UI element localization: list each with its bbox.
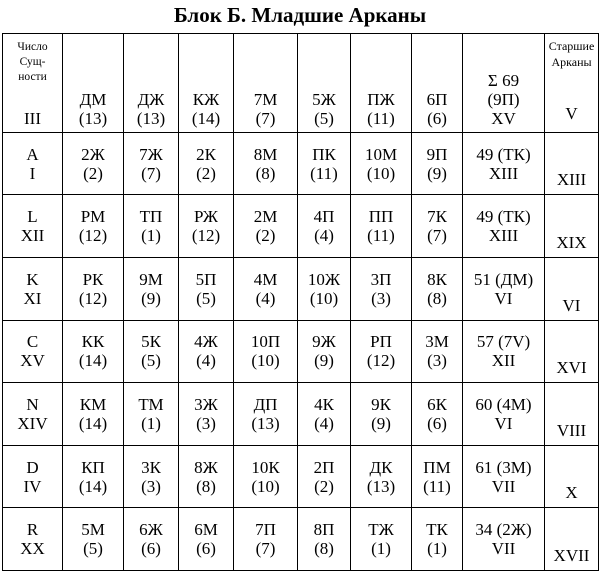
table-cell: 4К (4) <box>298 383 351 446</box>
major-arcana-cell: XVII <box>545 508 599 571</box>
table-cell: КК (14) <box>63 320 124 383</box>
table-cell: 8Ж (8) <box>179 445 234 508</box>
sum-cell: 60 (4М) VI <box>463 383 545 446</box>
major-roman: V <box>565 104 578 123</box>
major-arcana-cell: XIX <box>545 195 599 258</box>
sum-cell: 34 (2Ж) VII <box>463 508 545 571</box>
major-label-1: Старшие <box>548 39 595 53</box>
table-cell: КП (14) <box>63 445 124 508</box>
table-cell: 2П (2) <box>298 445 351 508</box>
table-cell: 7П (7) <box>234 508 298 571</box>
table-cell: 2К (2) <box>179 132 234 195</box>
header-cell: ПЖ (11) <box>351 34 412 133</box>
corner-label-1: Число <box>17 41 48 53</box>
major-label-2: Арканы <box>551 55 592 69</box>
major-arcana-cell: VI <box>545 258 599 321</box>
header-cell: 6П (6) <box>412 34 463 133</box>
table-cell: 10П (10) <box>234 320 298 383</box>
table-row <box>3 383 599 446</box>
table-row <box>3 445 599 508</box>
corner-roman: III <box>24 108 41 128</box>
table-cell: 3П (3) <box>351 258 412 321</box>
essence-cell: L XII <box>3 195 63 258</box>
table-cell: РЖ (12) <box>179 195 234 258</box>
corner-cell <box>3 34 63 133</box>
header-sum-cell: Σ 69 (9П) XV <box>463 34 545 133</box>
essence-cell: D IV <box>3 445 63 508</box>
table-cell: 2Ж (2) <box>63 132 124 195</box>
table-cell: 8М (8) <box>234 132 298 195</box>
header-row <box>3 34 599 133</box>
table-cell: 4Ж (4) <box>179 320 234 383</box>
sum-cell: 49 (ТК) XIII <box>463 195 545 258</box>
table-row <box>3 195 599 258</box>
header-cell: 5Ж (5) <box>298 34 351 133</box>
table-cell: 10Ж (10) <box>298 258 351 321</box>
essence-cell: R XX <box>3 508 63 571</box>
table-cell: ПП (11) <box>351 195 412 258</box>
table-cell: 7Ж (7) <box>124 132 179 195</box>
table-cell: 9П (9) <box>412 132 463 195</box>
table-cell: 3М (3) <box>412 320 463 383</box>
table-cell: 3К (3) <box>124 445 179 508</box>
major-arcana-cell: X <box>545 445 599 508</box>
major-arcana-cell: XIII <box>545 132 599 195</box>
sum-cell: 57 (7V) XII <box>463 320 545 383</box>
essence-cell: C XV <box>3 320 63 383</box>
table-cell: 5М (5) <box>63 508 124 571</box>
table-cell: ПМ (11) <box>412 445 463 508</box>
table-cell: 2М (2) <box>234 195 298 258</box>
table-cell: 6К (6) <box>412 383 463 446</box>
header-cell: 7М (7) <box>234 34 298 133</box>
table-cell: 8К (8) <box>412 258 463 321</box>
essence-cell: A I <box>3 132 63 195</box>
table-cell: 4М (4) <box>234 258 298 321</box>
table-cell: 7К (7) <box>412 195 463 258</box>
header-cell: ДМ (13) <box>63 34 124 133</box>
page-title: Блок Б. Младшие Арканы <box>173 3 427 27</box>
table-cell: 9М (9) <box>124 258 179 321</box>
sum-cell: 61 (3М) VII <box>463 445 545 508</box>
table-row <box>3 508 599 571</box>
table-cell: 9К (9) <box>351 383 412 446</box>
table-cell: ТМ (1) <box>124 383 179 446</box>
table-cell: 6М (6) <box>179 508 234 571</box>
table-cell: РК (12) <box>63 258 124 321</box>
table-cell: 6Ж (6) <box>124 508 179 571</box>
sum-cell: 51 (ДМ) VI <box>463 258 545 321</box>
essence-cell: N XIV <box>3 383 63 446</box>
table-cell: 8П (8) <box>298 508 351 571</box>
table-row <box>3 320 599 383</box>
table-cell: 10М (10) <box>351 132 412 195</box>
table-cell: КМ (14) <box>63 383 124 446</box>
major-arcana-header <box>545 34 599 133</box>
header-cell: ДЖ (13) <box>124 34 179 133</box>
table-cell: ДП (13) <box>234 383 298 446</box>
essence-cell: K XI <box>3 258 63 321</box>
header-cell: КЖ (14) <box>179 34 234 133</box>
table-cell: РП (12) <box>351 320 412 383</box>
table-cell: 4П (4) <box>298 195 351 258</box>
major-arcana-cell: XVI <box>545 320 599 383</box>
table-cell: ТЖ (1) <box>351 508 412 571</box>
sum-cell: 49 (ТК) XIII <box>463 132 545 195</box>
table-cell: ПК (11) <box>298 132 351 195</box>
table-cell: ТК (1) <box>412 508 463 571</box>
table-cell: 9Ж (9) <box>298 320 351 383</box>
corner-label-2: Сущ- <box>19 56 46 68</box>
table-cell: 10К (10) <box>234 445 298 508</box>
table-row <box>3 132 599 195</box>
table-cell: 5К (5) <box>124 320 179 383</box>
table-cell: РМ (12) <box>63 195 124 258</box>
table-cell: ТП (1) <box>124 195 179 258</box>
arcana-table <box>2 33 599 571</box>
corner-label-3: ности <box>18 71 47 83</box>
table-row <box>3 258 599 321</box>
table-cell: ДК (13) <box>351 445 412 508</box>
table-cell: 5П (5) <box>179 258 234 321</box>
table-cell: 3Ж (3) <box>179 383 234 446</box>
major-arcana-cell: VIII <box>545 383 599 446</box>
